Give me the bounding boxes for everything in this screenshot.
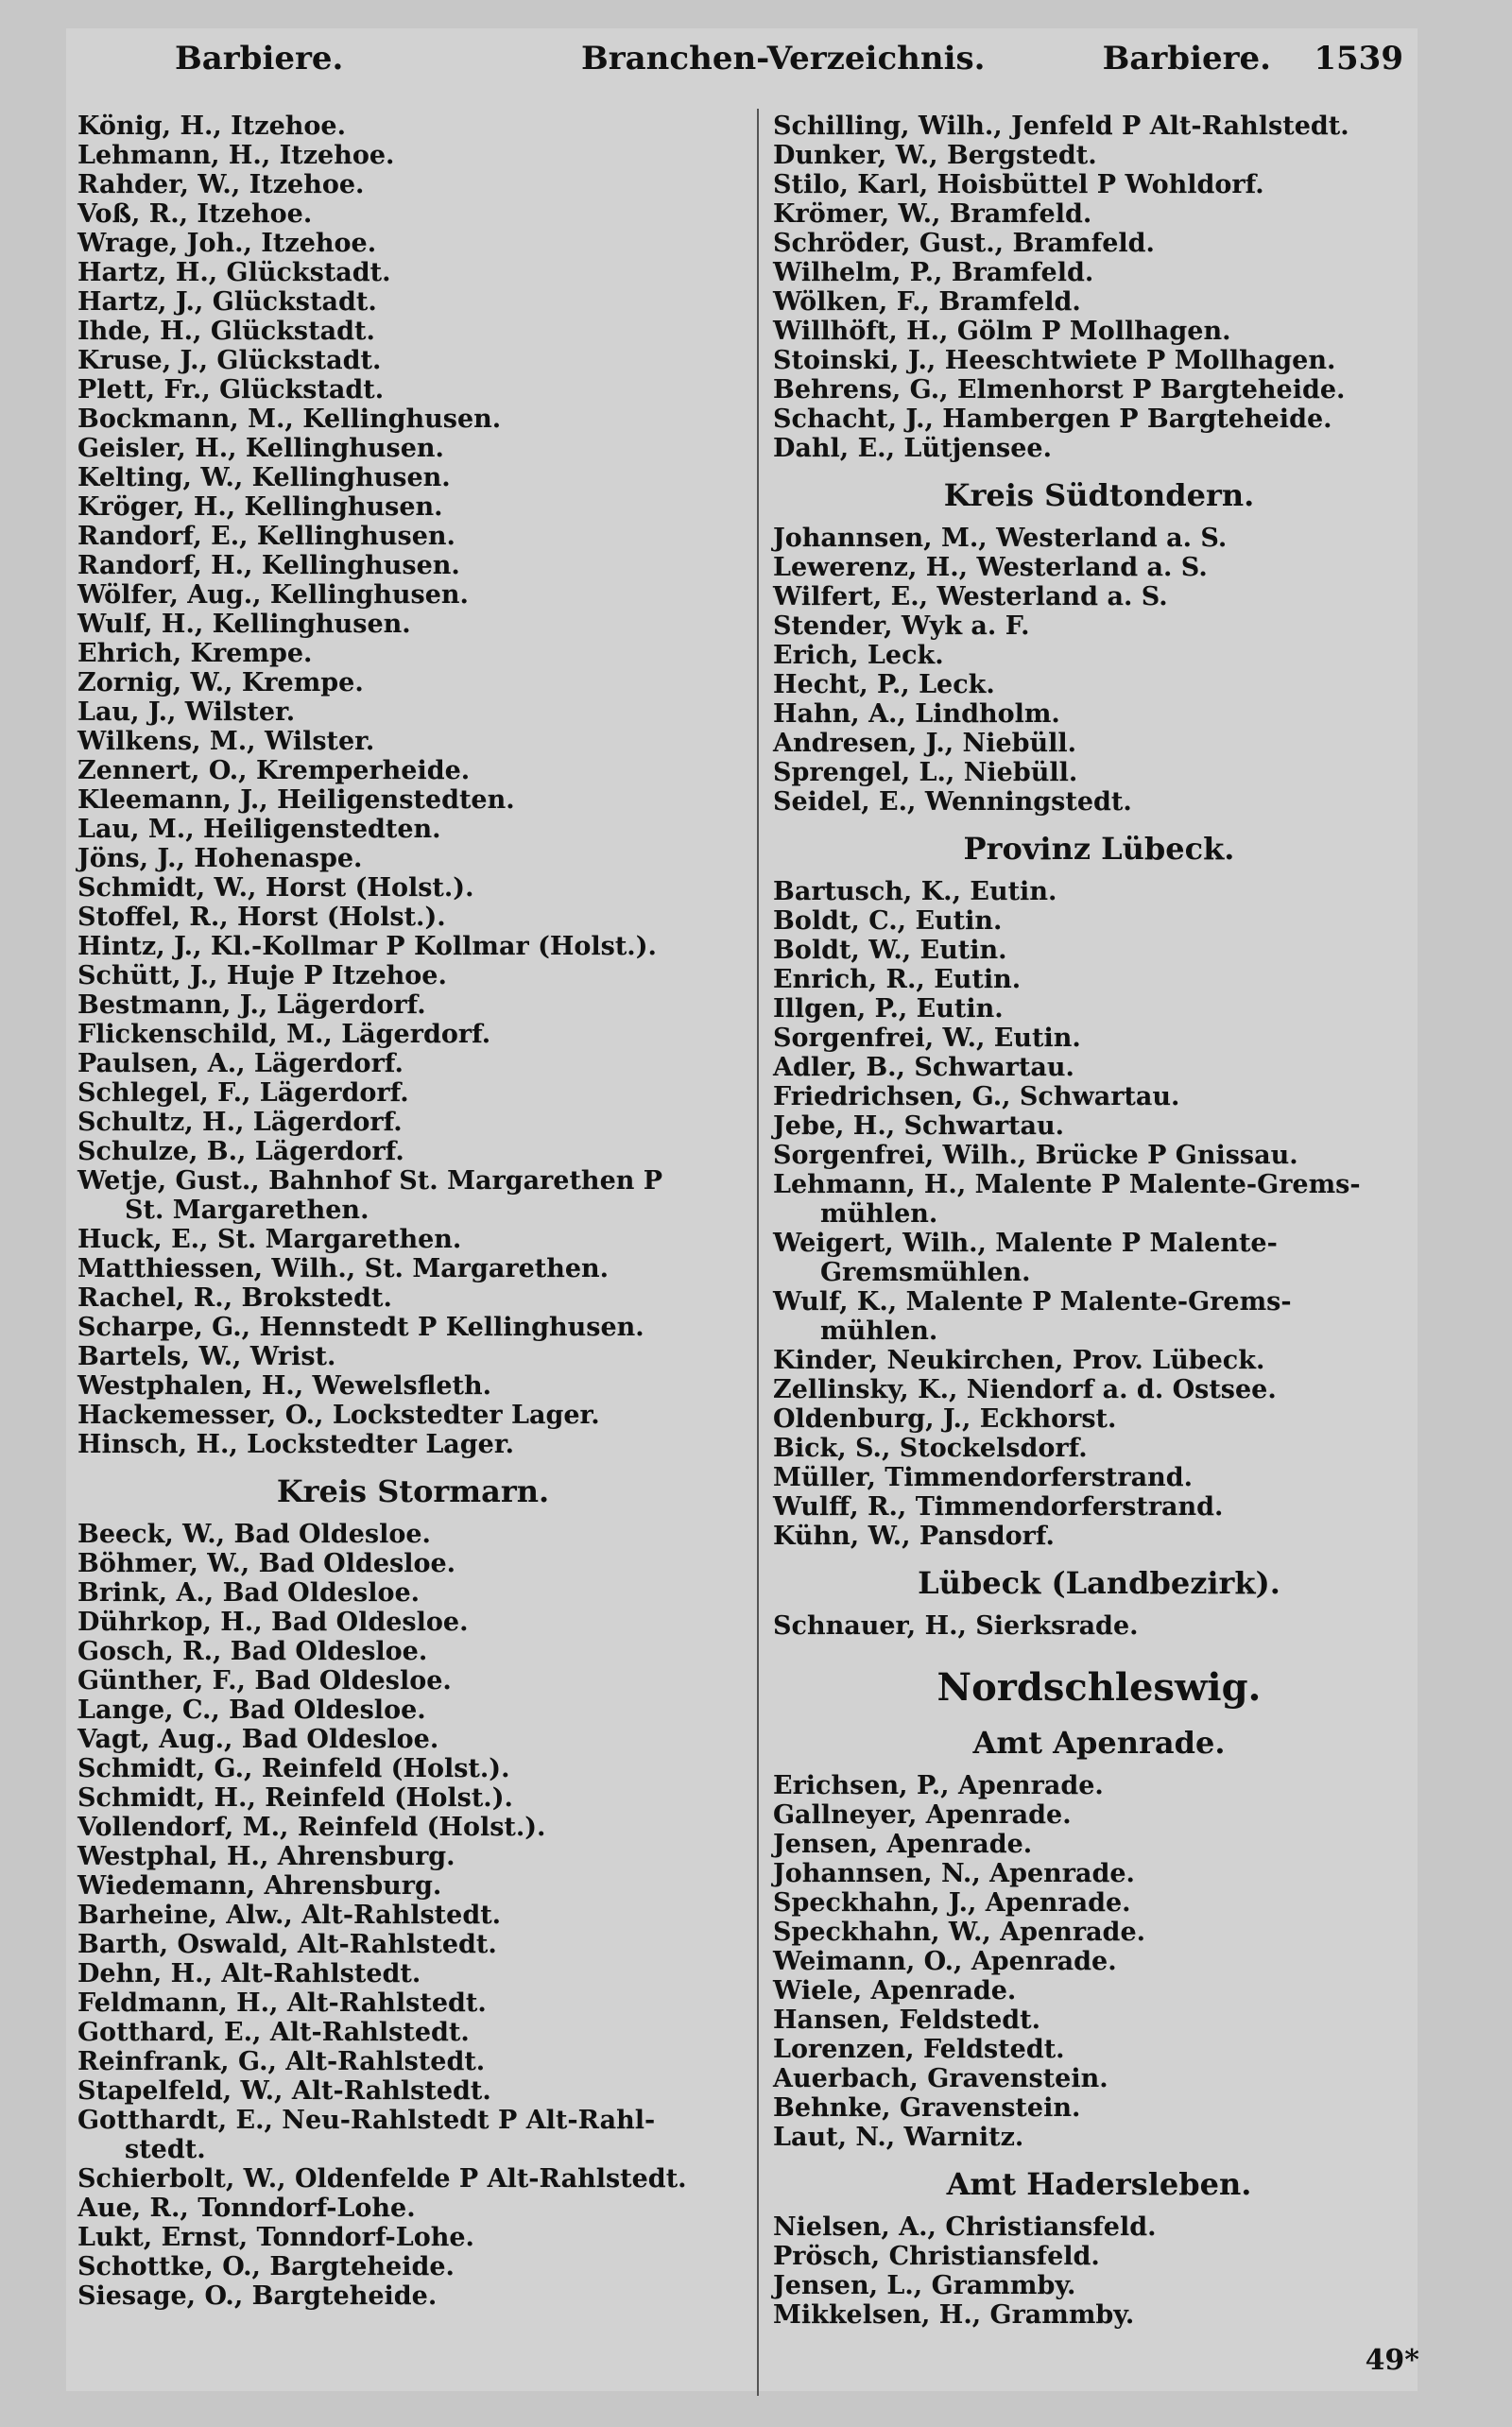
directory-entry: Schmidt, G., Reinfeld (Holst.). [77, 1754, 510, 1783]
directory-entry: Hansen, Feldstedt. [773, 2005, 1041, 2035]
directory-entry: Stilo, Karl, Hoisbüttel P Wohldorf. [773, 170, 1264, 199]
directory-entry: Wilhelm, P., Bramfeld. [773, 258, 1094, 287]
directory-entry: König, H., Itzehoe. [77, 112, 346, 141]
directory-entry: Lehmann, H., Malente P Malente-Grems- [773, 1170, 1361, 1199]
directory-entry: Weimann, O., Apenrade. [773, 1947, 1117, 1976]
directory-entry: Erichsen, P., Apenrade. [773, 1771, 1104, 1800]
directory-entry: Wölken, F., Bramfeld. [773, 287, 1081, 317]
directory-entry: Jöns, J., Hohenaspe. [77, 844, 363, 873]
right-column [773, 112, 1425, 2330]
directory-entry: Huck, E., St. Margarethen. [77, 1225, 462, 1254]
directory-entry: Lukt, Ernst, Tonndorf-Lohe. [77, 2223, 474, 2252]
region-heading: Nordschleswig. [936, 1665, 1262, 1710]
directory-entry: Wetje, Gust., Bahnhof St. Margarethen P [77, 1166, 663, 1196]
directory-entry: Aue, R., Tonndorf-Lohe. [77, 2194, 416, 2223]
directory-entry: Geisler, H., Kellinghusen. [77, 434, 444, 463]
directory-entry: Gallneyer, Apenrade. [773, 1800, 1072, 1830]
directory-entry: Paulsen, A., Lägerdorf. [77, 1049, 404, 1078]
directory-entry: Zellinsky, K., Niendorf a. d. Ostsee. [773, 1375, 1277, 1404]
directory-entry: Brink, A., Bad Oldesloe. [77, 1578, 421, 1608]
header-left-category: Barbiere. [175, 40, 344, 77]
directory-entry: Gotthard, E., Alt-Rahlstedt. [77, 2018, 470, 2047]
directory-entry: Ihde, H., Glückstadt. [77, 317, 375, 346]
directory-entry: Wölfer, Aug., Kellinghusen. [77, 580, 469, 610]
directory-entry: Kinder, Neukirchen, Prov. Lübeck. [773, 1346, 1265, 1375]
directory-entry: Lau, J., Wilster. [77, 697, 296, 727]
directory-entry: Gosch, R., Bad Oldesloe. [77, 1637, 428, 1666]
left-column [77, 112, 748, 2311]
directory-entry: Prösch, Christiansfeld. [773, 2242, 1100, 2271]
directory-entry: Speckhahn, J., Apenrade. [773, 1888, 1131, 1918]
signature-mark: 49* [1365, 2344, 1419, 2377]
section-heading: Lübeck (Landbezirk). [918, 1565, 1280, 1601]
directory-entry: Schröder, Gust., Bramfeld. [773, 229, 1155, 258]
directory-entry: Kühn, W., Pansdorf. [773, 1522, 1055, 1551]
directory-entry: Randorf, E., Kellinghusen. [77, 522, 455, 551]
entry-continuation: St. Margarethen. [125, 1196, 369, 1225]
directory-entry: Lange, C., Bad Oldesloe. [77, 1695, 426, 1725]
directory-entry: Schottke, O., Bargteheide. [77, 2252, 455, 2281]
directory-entry: Beeck, W., Bad Oldesloe. [77, 1520, 431, 1549]
directory-entry: Schacht, J., Hambergen P Bargteheide. [773, 404, 1332, 434]
directory-entry: Bockmann, M., Kellinghusen. [77, 404, 502, 434]
directory-entry: Westphalen, H., Wewelsfleth. [77, 1371, 492, 1401]
section-heading: Amt Apenrade. [972, 1725, 1226, 1761]
directory-entry: Andresen, J., Niebüll. [773, 729, 1077, 758]
directory-entry: Barth, Oswald, Alt-Rahlstedt. [77, 1930, 497, 1959]
directory-entry: Rachel, R., Brokstedt. [77, 1283, 392, 1313]
directory-entry: Sorgenfrei, Wilh., Brücke P Gnissau. [773, 1141, 1298, 1170]
directory-entry: Seidel, E., Wenningstedt. [773, 787, 1132, 817]
directory-entry: Hartz, H., Glückstadt. [77, 258, 391, 287]
directory-entry: Bartels, W., Wrist. [77, 1342, 336, 1371]
directory-entry: Schmidt, W., Horst (Holst.). [77, 873, 474, 903]
directory-entry: Hecht, P., Leck. [773, 670, 995, 699]
directory-entry: Schierbolt, W., Oldenfelde P Alt-Rahlstedt. [77, 2164, 687, 2194]
entry-continuation: stedt. [125, 2135, 206, 2164]
directory-entry: Ehrich, Krempe. [77, 639, 313, 668]
directory-entry: Laut, N., Warnitz. [773, 2123, 1024, 2152]
directory-entry: Hintz, J., Kl.-Kollmar P Kollmar (Holst.). [77, 932, 657, 961]
directory-entry: Bartusch, K., Eutin. [773, 877, 1057, 906]
entry-continuation: mühlen. [820, 1199, 938, 1229]
header-right-category: Barbiere. [1102, 40, 1271, 77]
directory-entry: Enrich, R., Eutin. [773, 965, 1022, 994]
page-header [175, 40, 1403, 81]
directory-entry: Kelting, W., Kellinghusen. [77, 463, 451, 492]
directory-entry: Schilling, Wilh., Jenfeld P Alt-Rahlstedt. [773, 112, 1349, 141]
directory-entry: Speckhahn, W., Apenrade. [773, 1918, 1146, 1947]
directory-entry: Wiele, Apenrade. [773, 1976, 1017, 2005]
directory-entry: Barheine, Alw., Alt-Rahlstedt. [77, 1901, 502, 1930]
directory-entry: Voß, R., Itzehoe. [77, 199, 313, 229]
directory-entry: Schnauer, H., Sierksrade. [773, 1611, 1139, 1641]
directory-entry: Jensen, Apenrade. [773, 1830, 1033, 1859]
directory-entry: Bick, S., Stockelsdorf. [773, 1434, 1088, 1463]
directory-entry: Lewerenz, H., Westerland a. S. [773, 553, 1208, 582]
directory-entry: Johannsen, N., Apenrade. [773, 1859, 1135, 1888]
directory-entry: Sorgenfrei, W., Eutin. [773, 1024, 1081, 1053]
directory-entry: Mikkelsen, H., Grammby. [773, 2300, 1135, 2330]
directory-entry: Wulf, K., Malente P Malente-Grems- [773, 1287, 1292, 1317]
directory-entry: Johannsen, M., Westerland a. S. [773, 524, 1228, 553]
directory-entry: Adler, B., Schwartau. [773, 1053, 1074, 1082]
directory-entry: Wiedemann, Ahrensburg. [77, 1871, 442, 1901]
directory-entry: Stoffel, R., Horst (Holst.). [77, 903, 446, 932]
directory-entry: Vagt, Aug., Bad Oldesloe. [77, 1725, 439, 1754]
directory-entry: Dunker, W., Bergstedt. [773, 141, 1097, 170]
directory-entry: Lau, M., Heiligenstedten. [77, 815, 441, 844]
directory-entry: Randorf, H., Kellinghusen. [77, 551, 460, 580]
directory-entry: Dahl, E., Lütjensee. [773, 434, 1052, 463]
directory-entry: Vollendorf, M., Reinfeld (Holst.). [77, 1813, 546, 1842]
directory-entry: Hartz, J., Glückstadt. [77, 287, 377, 317]
directory-entry: Feldmann, H., Alt-Rahlstedt. [77, 1988, 487, 2018]
directory-entry: Schulze, B., Lägerdorf. [77, 1137, 404, 1166]
directory-entry: Jebe, H., Schwartau. [773, 1111, 1065, 1141]
directory-entry: Schlegel, F., Lägerdorf. [77, 1078, 409, 1108]
directory-entry: Siesage, O., Bargteheide. [77, 2281, 438, 2311]
directory-entry: Günther, F., Bad Oldesloe. [77, 1666, 452, 1695]
directory-entry: Wulff, R., Timmendorferstrand. [773, 1492, 1224, 1522]
directory-entry: Bestmann, J., Lägerdorf. [77, 990, 426, 1020]
directory-entry: Nielsen, A., Christiansfeld. [773, 2212, 1157, 2242]
directory-entry: Auerbach, Gravenstein. [773, 2064, 1108, 2093]
directory-entry: Schultz, H., Lägerdorf. [77, 1108, 403, 1137]
directory-entry: Rahder, W., Itzehoe. [77, 170, 365, 199]
directory-entry: Lehmann, H., Itzehoe. [77, 141, 395, 170]
directory-entry: Wrage, Joh., Itzehoe. [77, 229, 377, 258]
page-number: 1539 [1314, 40, 1403, 77]
header-title: Branchen-Verzeichnis. [581, 40, 986, 77]
directory-entry: Dehn, H., Alt-Rahlstedt. [77, 1959, 421, 1988]
directory-entry: Friedrichsen, G., Schwartau. [773, 1082, 1180, 1111]
column-divider [757, 109, 759, 2396]
directory-entry: Lorenzen, Feldstedt. [773, 2035, 1065, 2064]
directory-entry: Wilfert, E., Westerland a. S. [773, 582, 1168, 611]
section-heading: Kreis Stormarn. [276, 1473, 550, 1509]
directory-entry: Willhöft, H., Gölm P Mollhagen. [773, 317, 1231, 346]
directory-entry: Scharpe, G., Hennstedt P Kellinghusen. [77, 1313, 644, 1342]
directory-entry: Kröger, H., Kellinghusen. [77, 492, 443, 522]
directory-entry: Boldt, C., Eutin. [773, 906, 1003, 936]
directory-entry: Behrens, G., Elmenhorst P Bargteheide. [773, 375, 1346, 404]
directory-entry: Erich, Leck. [773, 641, 944, 670]
entry-continuation: Gremsmühlen. [820, 1258, 1031, 1287]
directory-entry: Hahn, A., Lindholm. [773, 699, 1060, 729]
directory-entry: Krömer, W., Bramfeld. [773, 199, 1092, 229]
directory-entry: Zennert, O., Kremperheide. [77, 756, 471, 785]
directory-entry: Zornig, W., Krempe. [77, 668, 364, 697]
directory-entry: Behnke, Gravenstein. [773, 2093, 1081, 2123]
directory-entry: Boldt, W., Eutin. [773, 936, 1007, 965]
directory-entry: Wilkens, M., Wilster. [77, 727, 375, 756]
section-heading: Provinz Lübeck. [963, 831, 1235, 867]
directory-entry: Dührkop, H., Bad Oldesloe. [77, 1608, 469, 1637]
directory-entry: Kleemann, J., Heiligenstedten. [77, 785, 515, 815]
section-heading: Kreis Südtondern. [943, 477, 1255, 513]
directory-entry: Weigert, Wilh., Malente P Malente- [773, 1229, 1278, 1258]
directory-entry: Hackemesser, O., Lockstedter Lager. [77, 1401, 600, 1430]
directory-entry: Wulf, H., Kellinghusen. [77, 610, 411, 639]
directory-entry: Westphal, H., Ahrensburg. [77, 1842, 455, 1871]
directory-entry: Kruse, J., Glückstadt. [77, 346, 382, 375]
directory-entry: Flickenschild, M., Lägerdorf. [77, 1020, 491, 1049]
directory-entry: Jensen, L., Grammby. [773, 2271, 1076, 2300]
directory-entry: Matthiessen, Wilh., St. Margarethen. [77, 1254, 610, 1283]
directory-entry: Stapelfeld, W., Alt-Rahlstedt. [77, 2076, 491, 2106]
section-heading: Amt Hadersleben. [946, 2166, 1252, 2202]
directory-entry: Schütt, J., Huje P Itzehoe. [77, 961, 447, 990]
directory-entry: Reinfrank, G., Alt-Rahlstedt. [77, 2047, 486, 2076]
directory-entry: Illgen, P., Eutin. [773, 994, 1004, 1024]
directory-entry: Oldenburg, J., Eckhorst. [773, 1404, 1117, 1434]
directory-entry: Stoinski, J., Heeschtwiete P Mollhagen. [773, 346, 1336, 375]
entry-continuation: mühlen. [820, 1317, 938, 1346]
directory-entry: Stender, Wyk a. F. [773, 611, 1030, 641]
directory-entry: Hinsch, H., Lockstedter Lager. [77, 1430, 515, 1459]
directory-entry: Gotthardt, E., Neu-Rahlstedt P Alt-Rahl- [77, 2106, 656, 2135]
directory-entry: Böhmer, W., Bad Oldesloe. [77, 1549, 456, 1578]
directory-entry: Plett, Fr., Glückstadt. [77, 375, 385, 404]
directory-entry: Schmidt, H., Reinfeld (Holst.). [77, 1783, 513, 1813]
directory-entry: Sprengel, L., Niebüll. [773, 758, 1078, 787]
directory-entry: Müller, Timmendorferstrand. [773, 1463, 1193, 1492]
